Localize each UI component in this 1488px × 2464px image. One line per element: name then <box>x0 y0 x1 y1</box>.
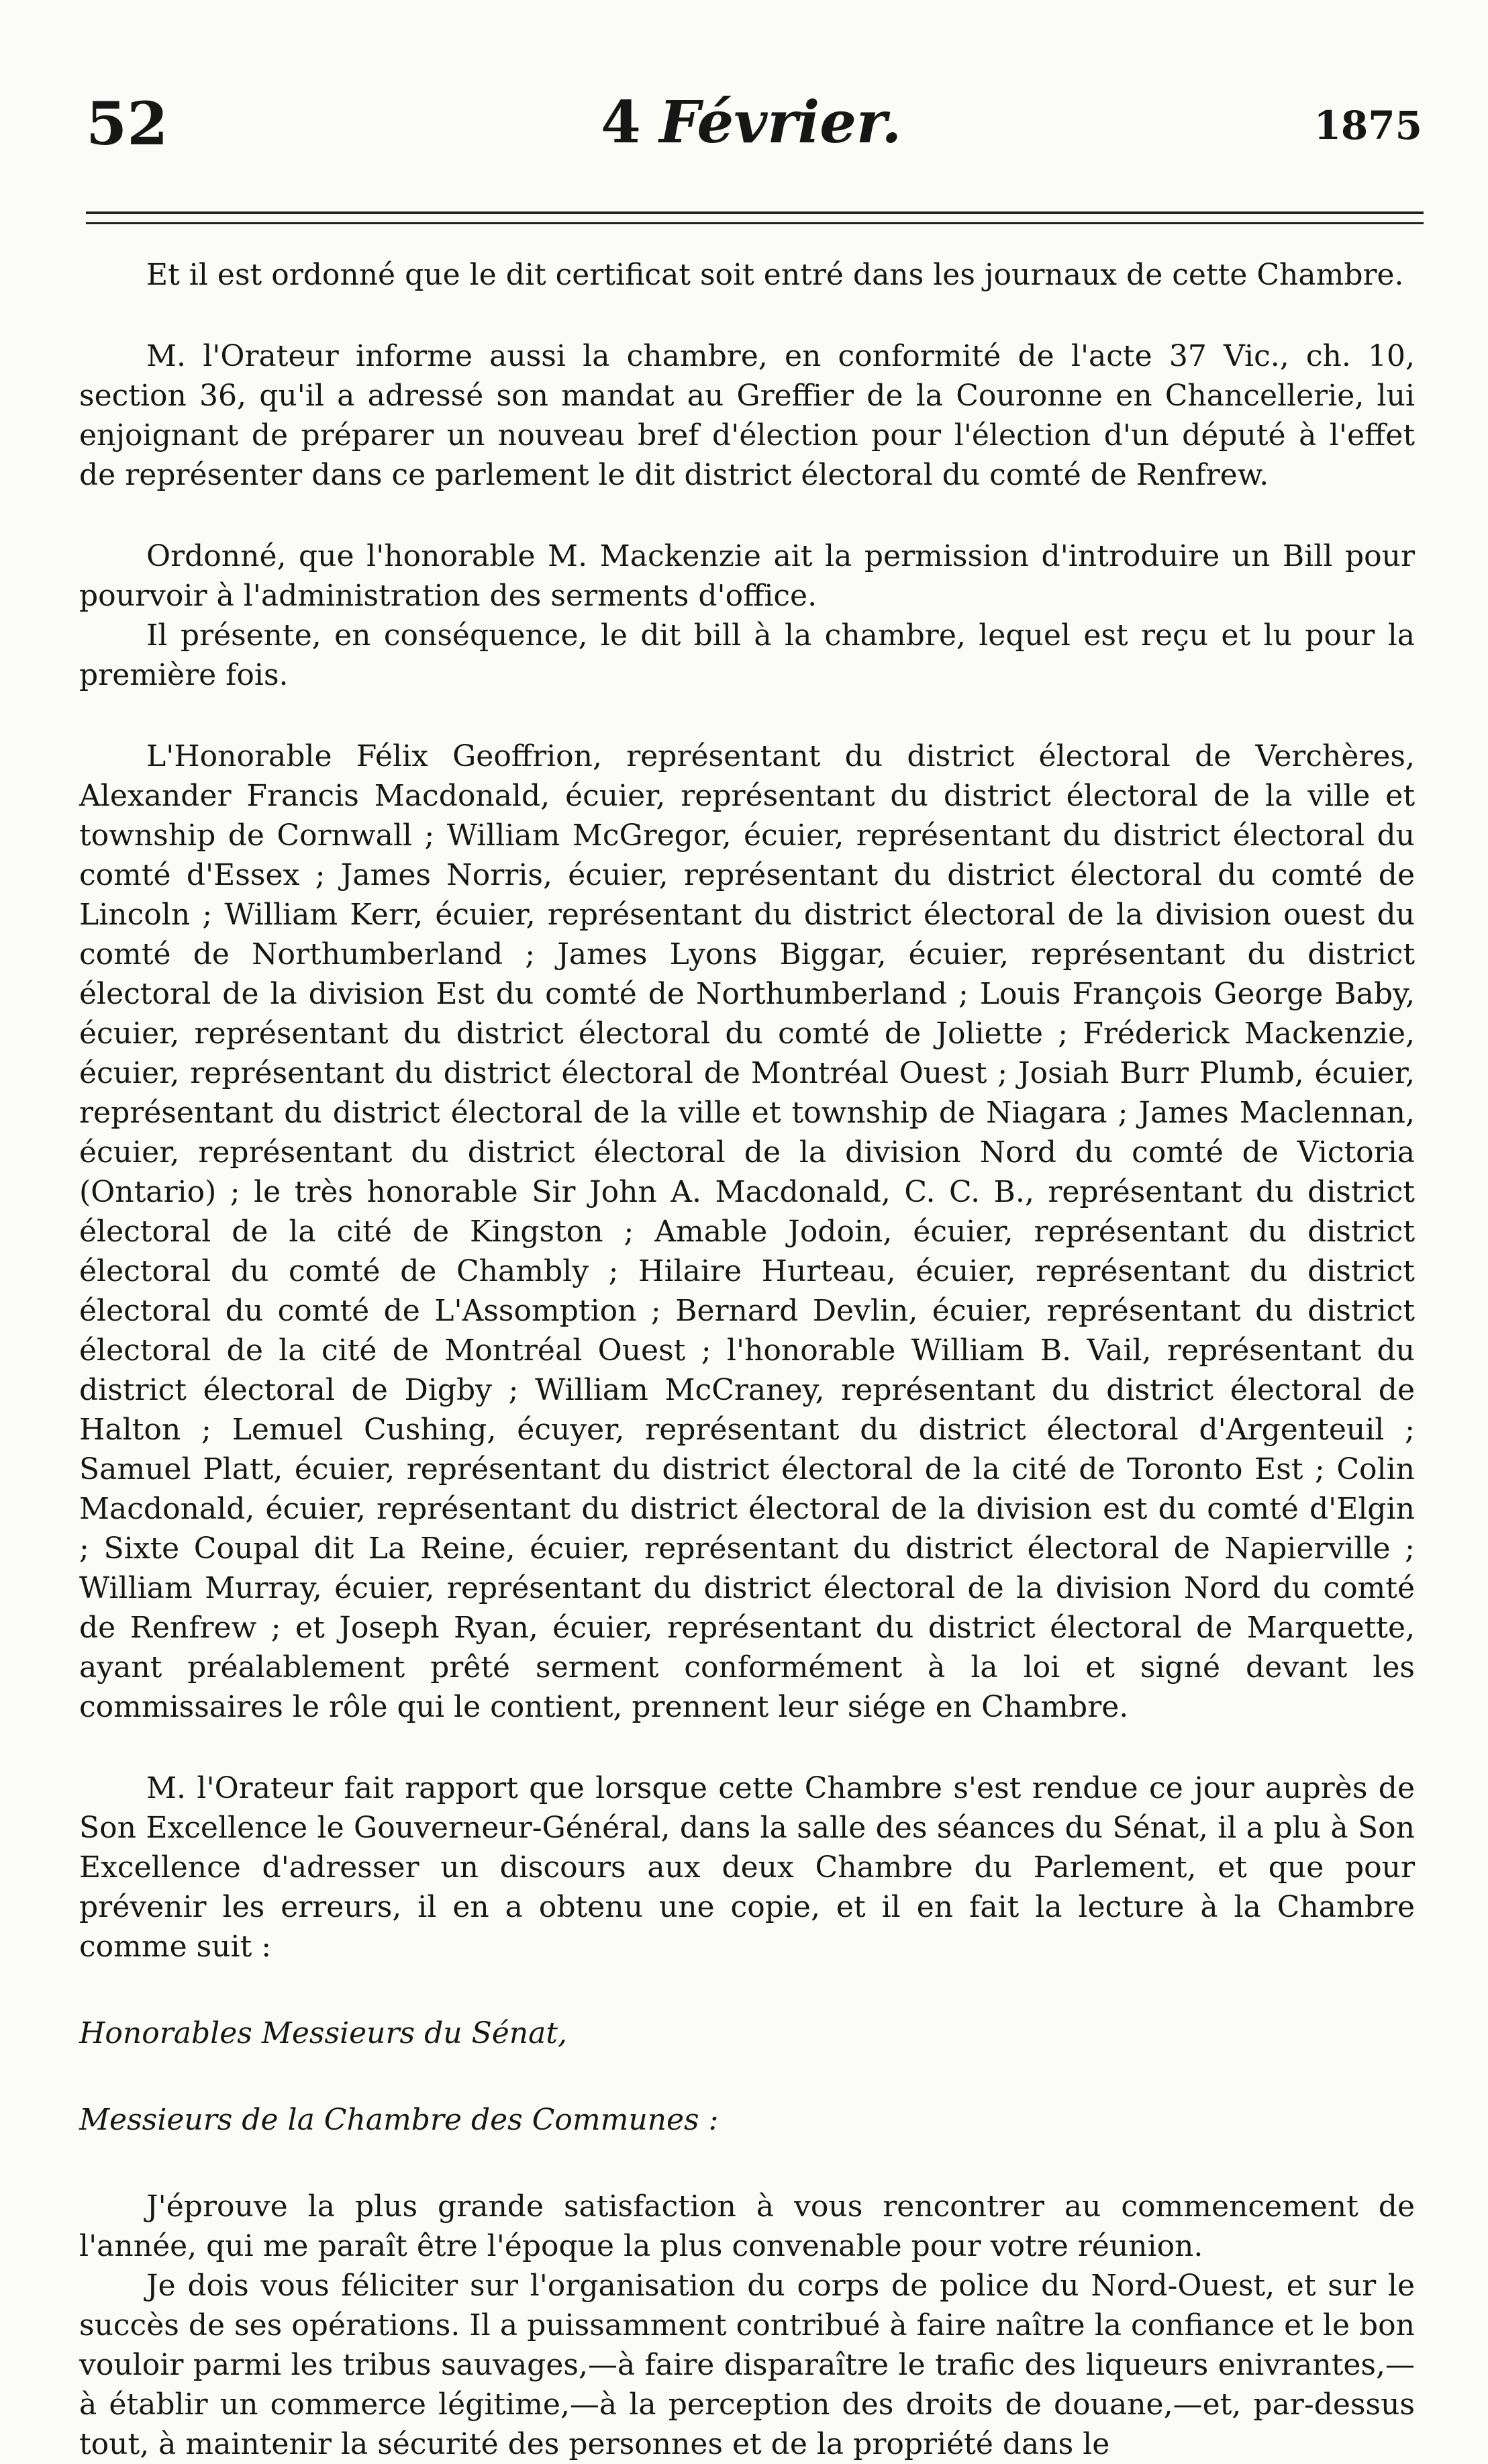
title-month: Février. <box>659 89 902 156</box>
spacer <box>79 295 1415 336</box>
paragraph-orateur-mandat: M. l'Orateur informe aussi la chambre, en conformité de l'acte 37 Vic., ch. 10, section 36, qu'il a adressé son mandat au Greffier de la Couronne en Chancellerie, lui enjoignant de préparer un nouveau bref d'élection pour l'élection d'un député à l'effet de représenter dans ce parlement le dit district électoral du comté de Renfrew. <box>79 339 1415 492</box>
salutation-commons: Messieurs de la Chambre des Communes : <box>79 2103 719 2137</box>
title-day: 4 <box>601 89 641 156</box>
page-year: 1875 <box>1313 103 1422 148</box>
spacer <box>79 2053 1415 2100</box>
paragraph-ordonne-bill: Ordonné, que l'honorable M. Mackenzie ait la permission d'introduire un Bill pour pourvoir à l'administration des serments d'office. <box>79 539 1415 613</box>
spacer <box>79 1967 1415 2013</box>
salutation-senate: Honorables Messieurs du Sénat, <box>79 2016 568 2050</box>
spacer <box>79 495 1415 536</box>
spacer <box>79 695 1415 737</box>
header-rule-top <box>86 211 1424 214</box>
spacer <box>79 2140 1415 2187</box>
page-body <box>79 255 1415 2464</box>
paragraph-speech-opening: J'éprouve la plus grande satisfaction à vous rencontrer au commencement de l'année, qui me paraît être l'époque la plus convenable pour votre réunion. <box>79 2189 1415 2263</box>
paragraph-speech-police: Je dois vous féliciter sur l'organisation du corps de police du Nord-Ouest, et sur le succès de ses opérations. Il a puissamment contribué à faire naître la confiance et le bon vouloir parmi les tribus sauvages,—à faire disparaître le trafic des liqueurs enivrantes,—à établir un commerce légitime,—à la perception des droits de douane,—et, par-dessus tout, à maintenir la sécurité des personnes et de la propriété dans le <box>79 2269 1415 2461</box>
paragraph-bill-presented: Il présente, en conséquence, le dit bill à la chambre, lequel est reçu et lu pour la première fois. <box>79 618 1415 692</box>
spacer <box>79 1727 1415 1768</box>
page-number: 52 <box>86 89 168 158</box>
paragraph-speech-report: M. l'Orateur fait rapport que lorsque cette Chambre s'est rendue ce jour auprès de Son Excellence le Gouverneur-Général, dans la salle des séances du Sénat, il a plu à Son Excellence d'adresser un discours aux deux Chambre du Parlement, et que pour prévenir les erreurs, il en a obtenu une copie, et il en fait la lecture à la Chambre comme suit : <box>79 1771 1415 1964</box>
running-title <box>601 89 902 156</box>
header-rule-bottom <box>86 222 1424 224</box>
paragraph-certificate: Et il est ordonné que le dit certificat soit entré dans les journaux de cette Chambre. <box>146 258 1404 292</box>
paragraph-members-sworn: L'Honorable Félix Geoffrion, représentant du district électoral de Verchères, Alexander Francis Macdonald, écuier, représentant du district électoral de la ville et township de Cornwall ; William McGregor, écuier, représentant du district électoral du comté d'Essex ; James Norris, écuier, représentant du district électoral du comté de Lincoln ; William Kerr, écuier, représentant du district électoral de la division ouest du comté de Northumberland ; James Lyons Biggar, écuier, représentant du district électoral de la division Est du comté de Northumberland ; Louis François George Baby, écuier, représentant du district électoral du comté de Joliette ; Fréderick Mackenzie, écuier, représentant du district électoral de Montréal Ouest ; Josiah Burr Plumb, écuier, représentant du district électoral de la ville et township de Niagara ; James Maclennan, écuier, représentant du district électoral de la division Nord du comté de Victoria (Ontario) ; le très honorable Sir John A. Macdonald, C. C. B., représentant du district électoral de la cité de Kingston ; Amable Jodoin, écuier, représentant du district électoral du comté de Chambly ; Hilaire Hurteau, écuier, représentant du district électoral du comté de L'Assomption ; Bernard Devlin, écuier, représentant du district électoral de la cité de Montréal Ouest ; l'honorable William B. Vail, représentant du district électoral de Digby ; William McCraney, représentant du district électoral de Halton ; Lemuel Cushing, écuyer, représentant du district électoral d'Argenteuil ; Samuel Platt, écuier, représentant du district électoral de la cité de Toronto Est ; Colin Macdonald, écuier, représentant du district électoral de la division est du comté d'Elgin ; Sixte Coupal dit La Reine, écuier, représentant du district électoral de Napierville ; William Murray, écuier, représentant du district électoral de la division Nord du comté de Renfrew ; et Joseph Ryan, écuier, représentant du district électoral de Marquette, ayant préalablement prêté serment conformément à la loi et signé devant les commissaires le rôle qui le contient, prennent leur siége en Chambre. <box>79 739 1415 1724</box>
